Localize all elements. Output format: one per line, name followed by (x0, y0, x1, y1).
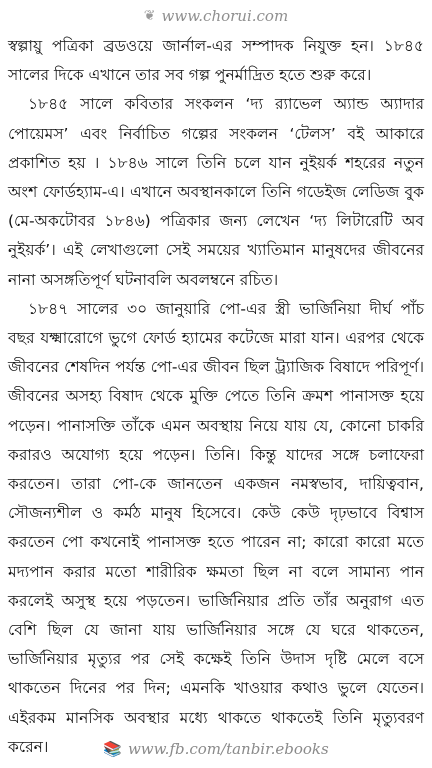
leaf-icon: ❦ (143, 8, 156, 24)
site-header (0, 0, 432, 32)
paragraph-1: স্বল্পায়ু পত্রিকা ব্রডওয়ে জার্নাল-এর সম্পাদক নিযুক্ত হন। ১৮৪৫ সালের দিকে এখানে তার সব গল্প পুনর্মাদ্রিত হতে শুরু করে। (8, 37, 424, 85)
header-site-url[interactable]: www.chorui.com (161, 7, 289, 25)
paragraph-3: ১৮৪৭ সালের ৩০ জানুয়ারি পো-এর স্ত্রী ভার্জিনিয়া দীর্ঘ পাঁচ বছর যক্ষ্মারোগে ভুগে ফোর্ড হ্যামের কটেজে মারা যান। এরপর থেকে জীবনের শেষদিন পর্যন্ত পো-এর জীবন ছিল ট্র্যাজিক বিষাদে পরিপূর্ণ। জীবনের অসহ্য বিষাদ থেকে মুক্তি পেতে তিনি ক্রমশ পানাসক্ত হয়ে পড়েন। পানাসক্তি তাঁকে এমন অবস্থায় নিয়ে যায় যে, কোনো চাকরি করারও অযোগ্য হয়ে পড়েন। তিনি। কিন্তু যাদের সঙ্গে চলাফেরা করতেন। তারা পো-কে জানতেন একজন নমস্বভাব, দায়িত্ববান, সৌজন্যশীল ও কর্মঠ মানুষ হিসেবে। কেউ কেউ দৃঢ়ভাবে বিশ্বাস করতেন পো কখনোই পানাসক্ত হতে পারেন না; কারো কারো মতে মদ্যপান করার মতো শারীরিক ক্ষমতা ছিল না বলে সামান্য পান করলেই অসুস্থ হয়ে পড়তেন। ভার্জিনিয়ার প্রতি তাঁর অনুরাগ এত বেশি ছিল যে জানা যায় ভার্জিনিয়ার সঙ্গে যে ঘরে থাকতেন, ভার্জিনিয়ার মৃত্যুর পর সেই কক্ষেই তিনি উদাস দৃষ্টি মেলে বসে থাকতেন দিনের পর দিন; এমনকি খাওয়ার কথাও ভুলে যেতেন। এইরকম মানসিক অবস্থার মধ্যে থাকতে থাকতেই তিনি মৃত্যুবরণ করেন। (8, 299, 424, 756)
footer-site-url[interactable]: www.fb.com/tanbir.ebooks (127, 740, 329, 758)
paragraph-2: ১৮৪৫ সালে কবিতার সংকলন ‘দ্য র‍্যাভেল অ্যান্ড অ্যাদার পোয়েমস’ এবং নির্বাচিত গল্পের সংকলন ‘টেলস’ বই আকারে প্রকাশিত হয় । ১৮৪৬ সালে তিনি চলে যান নুইয়র্ক শহরের নতুন অংশ ফোর্ডহ্যাম-এ। এখানে অবস্থানকালে তিনি গডেইজ লেডিজ বুক (মে-অকটোবর ১৮৪৬) পত্রিকার জন্য লেখেন ‘দ্য লিটারেটি অব নুইয়র্ক’। এই লেখাগুলো সেই সময়ের খ্যাতিমান মানুষদের জীবনের নানা অসঙ্গতিপূর্ণ ঘটনাবলি অবলম্বনে রচিত। (8, 95, 424, 289)
books-icon: 📚 (103, 740, 122, 758)
site-footer (0, 730, 432, 768)
